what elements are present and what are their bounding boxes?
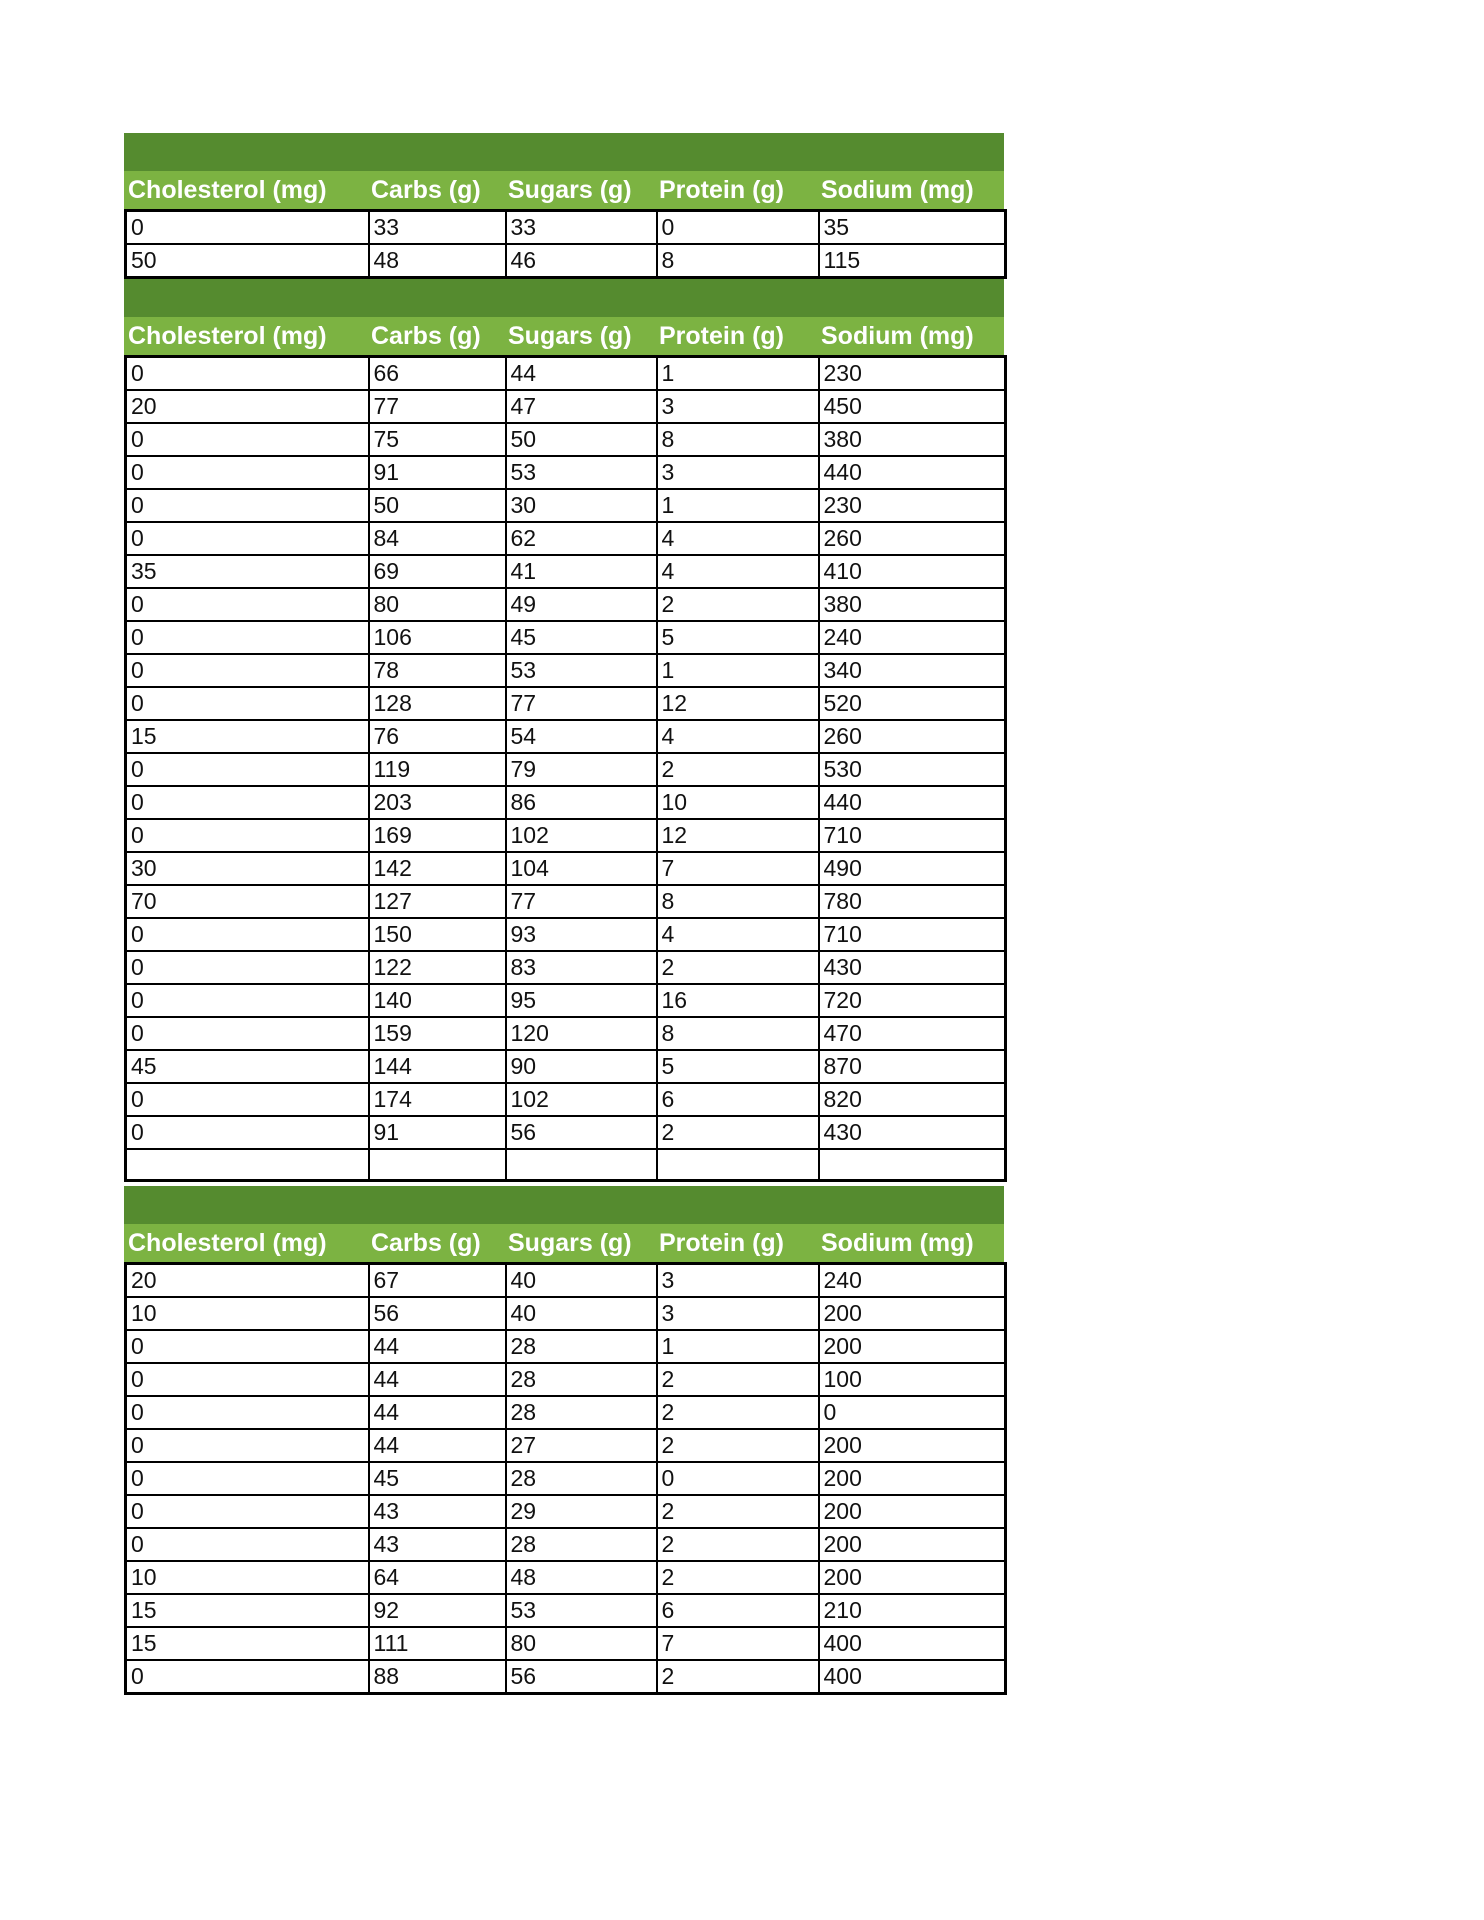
section-band bbox=[124, 279, 1004, 317]
cell-carbs[interactable]: 67 bbox=[369, 1264, 506, 1298]
cell-sugars[interactable]: 104 bbox=[506, 852, 657, 885]
cell-sugars[interactable]: 28 bbox=[506, 1396, 657, 1429]
cell-cholesterol[interactable]: 0 bbox=[126, 489, 369, 522]
cell-sugars[interactable]: 29 bbox=[506, 1495, 657, 1528]
cell-protein[interactable]: 2 bbox=[657, 1561, 819, 1594]
cell-cholesterol[interactable]: 30 bbox=[126, 852, 369, 885]
data-table bbox=[124, 209, 1007, 279]
column-header-cholesterol: Cholesterol (mg) bbox=[128, 1229, 327, 1257]
cell-sugars[interactable]: 28 bbox=[506, 1363, 657, 1396]
cell-protein[interactable]: 1 bbox=[657, 489, 819, 522]
cell-sodium[interactable]: 115 bbox=[819, 244, 1006, 278]
column-header-protein: Protein (g) bbox=[659, 322, 784, 350]
cell-protein[interactable]: 3 bbox=[657, 1297, 819, 1330]
column-header-sugars: Sugars (g) bbox=[508, 1229, 632, 1257]
column-header-sodium: Sodium (mg) bbox=[821, 176, 974, 204]
cell-carbs[interactable]: 150 bbox=[369, 918, 506, 951]
cell-protein[interactable]: 2 bbox=[657, 588, 819, 621]
cell-sugars[interactable]: 49 bbox=[506, 588, 657, 621]
cell-carbs[interactable]: 111 bbox=[369, 1627, 506, 1660]
cell-protein[interactable]: 1 bbox=[657, 357, 819, 391]
cell-sugars[interactable]: 77 bbox=[506, 687, 657, 720]
cell-protein[interactable]: 8 bbox=[657, 423, 819, 456]
column-header-protein: Protein (g) bbox=[659, 176, 784, 204]
cell-carbs[interactable]: 119 bbox=[369, 753, 506, 786]
cell-protein[interactable]: 5 bbox=[657, 621, 819, 654]
cell-sugars[interactable]: 56 bbox=[506, 1660, 657, 1694]
cell-sodium[interactable]: 520 bbox=[819, 687, 1006, 720]
cell-protein[interactable]: 2 bbox=[657, 1660, 819, 1694]
cell-protein[interactable]: 3 bbox=[657, 456, 819, 489]
data-table bbox=[124, 1262, 1007, 1695]
column-header-sodium: Sodium (mg) bbox=[821, 1229, 974, 1257]
cell-protein[interactable]: 8 bbox=[657, 1017, 819, 1050]
cell-protein[interactable]: 8 bbox=[657, 885, 819, 918]
cell-sugars[interactable]: 62 bbox=[506, 522, 657, 555]
column-header-sodium: Sodium (mg) bbox=[821, 322, 974, 350]
cell-sodium[interactable]: 200 bbox=[819, 1462, 1006, 1495]
cell-cholesterol[interactable]: 20 bbox=[126, 1264, 369, 1298]
table-row bbox=[126, 1396, 1006, 1429]
cell-sodium[interactable]: 870 bbox=[819, 1050, 1006, 1083]
cell-carbs[interactable]: 122 bbox=[369, 951, 506, 984]
cell-cholesterol[interactable]: 0 bbox=[126, 654, 369, 687]
table-row bbox=[126, 918, 1006, 951]
cell-sodium[interactable]: 200 bbox=[819, 1297, 1006, 1330]
cell-sugars[interactable]: 45 bbox=[506, 621, 657, 654]
cell-protein[interactable]: 16 bbox=[657, 984, 819, 1017]
cell-sodium[interactable]: 720 bbox=[819, 984, 1006, 1017]
cell-sugars[interactable]: 80 bbox=[506, 1627, 657, 1660]
table-row bbox=[126, 555, 1006, 588]
cell-sugars[interactable]: 28 bbox=[506, 1528, 657, 1561]
cell-sodium[interactable]: 200 bbox=[819, 1528, 1006, 1561]
cell-sodium[interactable]: 430 bbox=[819, 951, 1006, 984]
table-row bbox=[126, 1462, 1006, 1495]
cell-sugars[interactable]: 27 bbox=[506, 1429, 657, 1462]
cell-carbs[interactable]: 91 bbox=[369, 456, 506, 489]
spreadsheet bbox=[124, 133, 1004, 1695]
cell-protein[interactable]: 2 bbox=[657, 1396, 819, 1429]
cell-protein[interactable]: 2 bbox=[657, 753, 819, 786]
cell-protein[interactable]: 2 bbox=[657, 1495, 819, 1528]
nutrition-table-section bbox=[124, 279, 1004, 1182]
cell-carbs[interactable]: 88 bbox=[369, 1660, 506, 1694]
cell-carbs[interactable]: 91 bbox=[369, 1116, 506, 1149]
table-row bbox=[126, 819, 1006, 852]
table-row bbox=[126, 621, 1006, 654]
cell-sodium[interactable]: 820 bbox=[819, 1083, 1006, 1116]
table-row bbox=[126, 1264, 1006, 1298]
table-row bbox=[126, 522, 1006, 555]
cell-protein[interactable]: 10 bbox=[657, 786, 819, 819]
cell-cholesterol[interactable]: 0 bbox=[126, 918, 369, 951]
cell-sugars[interactable]: 33 bbox=[506, 211, 657, 245]
nutrition-table-section bbox=[124, 1186, 1004, 1695]
table-row bbox=[126, 1149, 1006, 1181]
cell-sodium[interactable]: 470 bbox=[819, 1017, 1006, 1050]
cell-carbs[interactable]: 44 bbox=[369, 1363, 506, 1396]
cell-cholesterol[interactable]: 0 bbox=[126, 357, 369, 391]
cell-protein[interactable]: 4 bbox=[657, 720, 819, 753]
column-header-carbs: Carbs (g) bbox=[371, 322, 481, 350]
cell-sugars[interactable]: 79 bbox=[506, 753, 657, 786]
cell-carbs[interactable]: 43 bbox=[369, 1528, 506, 1561]
cell-cholesterol[interactable]: 0 bbox=[126, 588, 369, 621]
column-header-carbs: Carbs (g) bbox=[371, 176, 481, 204]
cell-cholesterol[interactable]: 0 bbox=[126, 1363, 369, 1396]
cell-sodium[interactable]: 710 bbox=[819, 819, 1006, 852]
cell-carbs[interactable]: 203 bbox=[369, 786, 506, 819]
cell-sugars[interactable]: 53 bbox=[506, 1594, 657, 1627]
table-row bbox=[126, 357, 1006, 391]
cell-sugars[interactable]: 41 bbox=[506, 555, 657, 588]
table-row bbox=[126, 588, 1006, 621]
cell-carbs[interactable]: 56 bbox=[369, 1297, 506, 1330]
cell-sodium[interactable]: 400 bbox=[819, 1627, 1006, 1660]
table-row bbox=[126, 951, 1006, 984]
cell-cholesterol[interactable]: 70 bbox=[126, 885, 369, 918]
table-row bbox=[126, 1297, 1006, 1330]
cell-cholesterol[interactable] bbox=[126, 1149, 369, 1181]
cell-sugars[interactable]: 48 bbox=[506, 1561, 657, 1594]
cell-carbs[interactable]: 84 bbox=[369, 522, 506, 555]
cell-sugars[interactable]: 40 bbox=[506, 1264, 657, 1298]
cell-protein[interactable]: 2 bbox=[657, 1528, 819, 1561]
cell-sugars[interactable]: 83 bbox=[506, 951, 657, 984]
cell-protein[interactable]: 6 bbox=[657, 1594, 819, 1627]
cell-sugars[interactable]: 40 bbox=[506, 1297, 657, 1330]
cell-sugars[interactable]: 93 bbox=[506, 918, 657, 951]
data-table bbox=[124, 355, 1007, 1182]
cell-sodium[interactable]: 400 bbox=[819, 1660, 1006, 1694]
table-row bbox=[126, 390, 1006, 423]
cell-carbs[interactable]: 45 bbox=[369, 1462, 506, 1495]
cell-carbs[interactable]: 77 bbox=[369, 390, 506, 423]
cell-carbs[interactable]: 78 bbox=[369, 654, 506, 687]
header-row bbox=[124, 1224, 1004, 1262]
table-row bbox=[126, 1330, 1006, 1363]
cell-protein[interactable]: 5 bbox=[657, 1050, 819, 1083]
table-row bbox=[126, 1561, 1006, 1594]
cell-cholesterol[interactable]: 0 bbox=[126, 456, 369, 489]
cell-protein[interactable]: 0 bbox=[657, 211, 819, 245]
nutrition-table-section bbox=[124, 133, 1004, 279]
cell-cholesterol[interactable]: 0 bbox=[126, 786, 369, 819]
cell-carbs[interactable]: 69 bbox=[369, 555, 506, 588]
cell-sodium[interactable]: 530 bbox=[819, 753, 1006, 786]
header-row bbox=[124, 171, 1004, 209]
cell-carbs[interactable]: 140 bbox=[369, 984, 506, 1017]
cell-carbs[interactable]: 33 bbox=[369, 211, 506, 245]
cell-protein[interactable]: 3 bbox=[657, 390, 819, 423]
cell-carbs[interactable]: 128 bbox=[369, 687, 506, 720]
table-row bbox=[126, 1660, 1006, 1694]
table-row bbox=[126, 456, 1006, 489]
cell-sodium[interactable]: 35 bbox=[819, 211, 1006, 245]
cell-sodium[interactable]: 260 bbox=[819, 522, 1006, 555]
cell-sugars[interactable]: 30 bbox=[506, 489, 657, 522]
cell-sodium[interactable]: 0 bbox=[819, 1396, 1006, 1429]
cell-sodium[interactable]: 240 bbox=[819, 1264, 1006, 1298]
cell-sodium[interactable]: 230 bbox=[819, 357, 1006, 391]
cell-sugars[interactable]: 95 bbox=[506, 984, 657, 1017]
cell-cholesterol[interactable]: 0 bbox=[126, 1660, 369, 1694]
cell-cholesterol[interactable]: 15 bbox=[126, 1594, 369, 1627]
cell-sugars[interactable]: 28 bbox=[506, 1462, 657, 1495]
table-row bbox=[126, 211, 1006, 245]
table-row bbox=[126, 1083, 1006, 1116]
section-band bbox=[124, 133, 1004, 171]
cell-protein[interactable]: 3 bbox=[657, 1264, 819, 1298]
cell-carbs[interactable]: 44 bbox=[369, 1396, 506, 1429]
column-header-cholesterol: Cholesterol (mg) bbox=[128, 322, 327, 350]
cell-sodium[interactable]: 240 bbox=[819, 621, 1006, 654]
cell-cholesterol[interactable]: 0 bbox=[126, 1495, 369, 1528]
cell-sodium[interactable]: 410 bbox=[819, 555, 1006, 588]
table-row bbox=[126, 1116, 1006, 1149]
cell-cholesterol[interactable]: 0 bbox=[126, 753, 369, 786]
table-row bbox=[126, 1363, 1006, 1396]
cell-protein[interactable]: 12 bbox=[657, 687, 819, 720]
cell-cholesterol[interactable]: 0 bbox=[126, 1083, 369, 1116]
cell-carbs[interactable]: 92 bbox=[369, 1594, 506, 1627]
cell-carbs[interactable]: 142 bbox=[369, 852, 506, 885]
cell-carbs[interactable]: 75 bbox=[369, 423, 506, 456]
table-row bbox=[126, 753, 1006, 786]
cell-sodium[interactable]: 490 bbox=[819, 852, 1006, 885]
cell-protein[interactable]: 4 bbox=[657, 555, 819, 588]
cell-carbs[interactable]: 44 bbox=[369, 1429, 506, 1462]
cell-protein[interactable]: 0 bbox=[657, 1462, 819, 1495]
cell-sugars[interactable]: 47 bbox=[506, 390, 657, 423]
cell-cholesterol[interactable]: 0 bbox=[126, 1330, 369, 1363]
cell-cholesterol[interactable]: 10 bbox=[126, 1297, 369, 1330]
cell-sodium[interactable]: 710 bbox=[819, 918, 1006, 951]
cell-protein[interactable]: 1 bbox=[657, 654, 819, 687]
cell-sodium[interactable]: 200 bbox=[819, 1429, 1006, 1462]
cell-cholesterol[interactable]: 0 bbox=[126, 522, 369, 555]
column-header-cholesterol: Cholesterol (mg) bbox=[128, 176, 327, 204]
cell-cholesterol[interactable]: 0 bbox=[126, 211, 369, 245]
cell-sodium[interactable]: 440 bbox=[819, 786, 1006, 819]
cell-sodium[interactable] bbox=[819, 1149, 1006, 1181]
table-row bbox=[126, 1594, 1006, 1627]
cell-carbs[interactable]: 76 bbox=[369, 720, 506, 753]
table-row bbox=[126, 720, 1006, 753]
cell-cholesterol[interactable]: 0 bbox=[126, 984, 369, 1017]
cell-sugars[interactable]: 44 bbox=[506, 357, 657, 391]
cell-cholesterol[interactable]: 0 bbox=[126, 687, 369, 720]
cell-protein[interactable]: 8 bbox=[657, 244, 819, 278]
cell-carbs[interactable]: 106 bbox=[369, 621, 506, 654]
cell-sugars[interactable]: 77 bbox=[506, 885, 657, 918]
table-row bbox=[126, 489, 1006, 522]
table-row bbox=[126, 654, 1006, 687]
cell-sugars[interactable] bbox=[506, 1149, 657, 1181]
cell-carbs[interactable]: 44 bbox=[369, 1330, 506, 1363]
cell-carbs[interactable]: 50 bbox=[369, 489, 506, 522]
cell-cholesterol[interactable]: 35 bbox=[126, 555, 369, 588]
table-row bbox=[126, 1627, 1006, 1660]
cell-protein[interactable]: 2 bbox=[657, 951, 819, 984]
cell-cholesterol[interactable]: 15 bbox=[126, 720, 369, 753]
cell-cholesterol[interactable]: 0 bbox=[126, 1017, 369, 1050]
cell-protein[interactable]: 7 bbox=[657, 852, 819, 885]
cell-sodium[interactable]: 440 bbox=[819, 456, 1006, 489]
cell-protein[interactable]: 12 bbox=[657, 819, 819, 852]
cell-cholesterol[interactable]: 15 bbox=[126, 1627, 369, 1660]
cell-sugars[interactable]: 53 bbox=[506, 456, 657, 489]
table-row bbox=[126, 852, 1006, 885]
cell-sodium[interactable]: 450 bbox=[819, 390, 1006, 423]
cell-carbs[interactable]: 66 bbox=[369, 357, 506, 391]
cell-sodium[interactable]: 200 bbox=[819, 1330, 1006, 1363]
column-header-protein: Protein (g) bbox=[659, 1229, 784, 1257]
cell-cholesterol[interactable]: 0 bbox=[126, 621, 369, 654]
table-row bbox=[126, 1017, 1006, 1050]
cell-carbs[interactable]: 144 bbox=[369, 1050, 506, 1083]
column-header-sugars: Sugars (g) bbox=[508, 176, 632, 204]
cell-protein[interactable]: 4 bbox=[657, 918, 819, 951]
cell-carbs[interactable]: 48 bbox=[369, 244, 506, 278]
cell-protein[interactable]: 2 bbox=[657, 1429, 819, 1462]
cell-protein[interactable] bbox=[657, 1149, 819, 1181]
table-row bbox=[126, 423, 1006, 456]
cell-carbs[interactable]: 159 bbox=[369, 1017, 506, 1050]
table-row bbox=[126, 244, 1006, 278]
cell-sugars[interactable]: 50 bbox=[506, 423, 657, 456]
section-band bbox=[124, 1186, 1004, 1224]
table-row bbox=[126, 1495, 1006, 1528]
cell-sugars[interactable]: 53 bbox=[506, 654, 657, 687]
cell-carbs[interactable]: 64 bbox=[369, 1561, 506, 1594]
cell-cholesterol[interactable]: 0 bbox=[126, 1396, 369, 1429]
cell-sodium[interactable]: 200 bbox=[819, 1561, 1006, 1594]
cell-protein[interactable]: 2 bbox=[657, 1116, 819, 1149]
cell-sodium[interactable]: 780 bbox=[819, 885, 1006, 918]
cell-sodium[interactable]: 380 bbox=[819, 423, 1006, 456]
cell-sodium[interactable]: 230 bbox=[819, 489, 1006, 522]
cell-protein[interactable]: 6 bbox=[657, 1083, 819, 1116]
cell-sugars[interactable]: 56 bbox=[506, 1116, 657, 1149]
cell-carbs[interactable]: 127 bbox=[369, 885, 506, 918]
cell-cholesterol[interactable]: 0 bbox=[126, 1528, 369, 1561]
cell-sugars[interactable]: 46 bbox=[506, 244, 657, 278]
table-row bbox=[126, 1528, 1006, 1561]
cell-sugars[interactable]: 90 bbox=[506, 1050, 657, 1083]
cell-cholesterol[interactable]: 20 bbox=[126, 390, 369, 423]
cell-cholesterol[interactable]: 0 bbox=[126, 1116, 369, 1149]
cell-sodium[interactable]: 210 bbox=[819, 1594, 1006, 1627]
table-row bbox=[126, 1429, 1006, 1462]
cell-sugars[interactable]: 54 bbox=[506, 720, 657, 753]
cell-cholesterol[interactable]: 0 bbox=[126, 819, 369, 852]
cell-carbs[interactable]: 43 bbox=[369, 1495, 506, 1528]
cell-carbs[interactable]: 174 bbox=[369, 1083, 506, 1116]
cell-sodium[interactable]: 100 bbox=[819, 1363, 1006, 1396]
cell-sugars[interactable]: 102 bbox=[506, 1083, 657, 1116]
header-row bbox=[124, 317, 1004, 355]
column-header-sugars: Sugars (g) bbox=[508, 322, 632, 350]
cell-carbs[interactable]: 80 bbox=[369, 588, 506, 621]
cell-cholesterol[interactable]: 0 bbox=[126, 1429, 369, 1462]
cell-protein[interactable]: 2 bbox=[657, 1363, 819, 1396]
table-row bbox=[126, 984, 1006, 1017]
cell-protein[interactable]: 4 bbox=[657, 522, 819, 555]
cell-cholesterol[interactable]: 10 bbox=[126, 1561, 369, 1594]
cell-sodium[interactable]: 260 bbox=[819, 720, 1006, 753]
cell-cholesterol[interactable]: 45 bbox=[126, 1050, 369, 1083]
cell-protein[interactable]: 1 bbox=[657, 1330, 819, 1363]
cell-sodium[interactable]: 380 bbox=[819, 588, 1006, 621]
cell-cholesterol[interactable]: 0 bbox=[126, 423, 369, 456]
cell-sugars[interactable]: 120 bbox=[506, 1017, 657, 1050]
cell-cholesterol[interactable]: 50 bbox=[126, 244, 369, 278]
column-header-carbs: Carbs (g) bbox=[371, 1229, 481, 1257]
cell-carbs[interactable]: 169 bbox=[369, 819, 506, 852]
cell-sodium[interactable]: 340 bbox=[819, 654, 1006, 687]
cell-cholesterol[interactable]: 0 bbox=[126, 951, 369, 984]
cell-sodium[interactable]: 430 bbox=[819, 1116, 1006, 1149]
table-row bbox=[126, 885, 1006, 918]
cell-sugars[interactable]: 86 bbox=[506, 786, 657, 819]
cell-sugars[interactable]: 102 bbox=[506, 819, 657, 852]
cell-sodium[interactable]: 200 bbox=[819, 1495, 1006, 1528]
table-row bbox=[126, 786, 1006, 819]
table-row bbox=[126, 1050, 1006, 1083]
cell-cholesterol[interactable]: 0 bbox=[126, 1462, 369, 1495]
cell-sugars[interactable]: 28 bbox=[506, 1330, 657, 1363]
cell-protein[interactable]: 7 bbox=[657, 1627, 819, 1660]
cell-carbs[interactable] bbox=[369, 1149, 506, 1181]
table-row bbox=[126, 687, 1006, 720]
